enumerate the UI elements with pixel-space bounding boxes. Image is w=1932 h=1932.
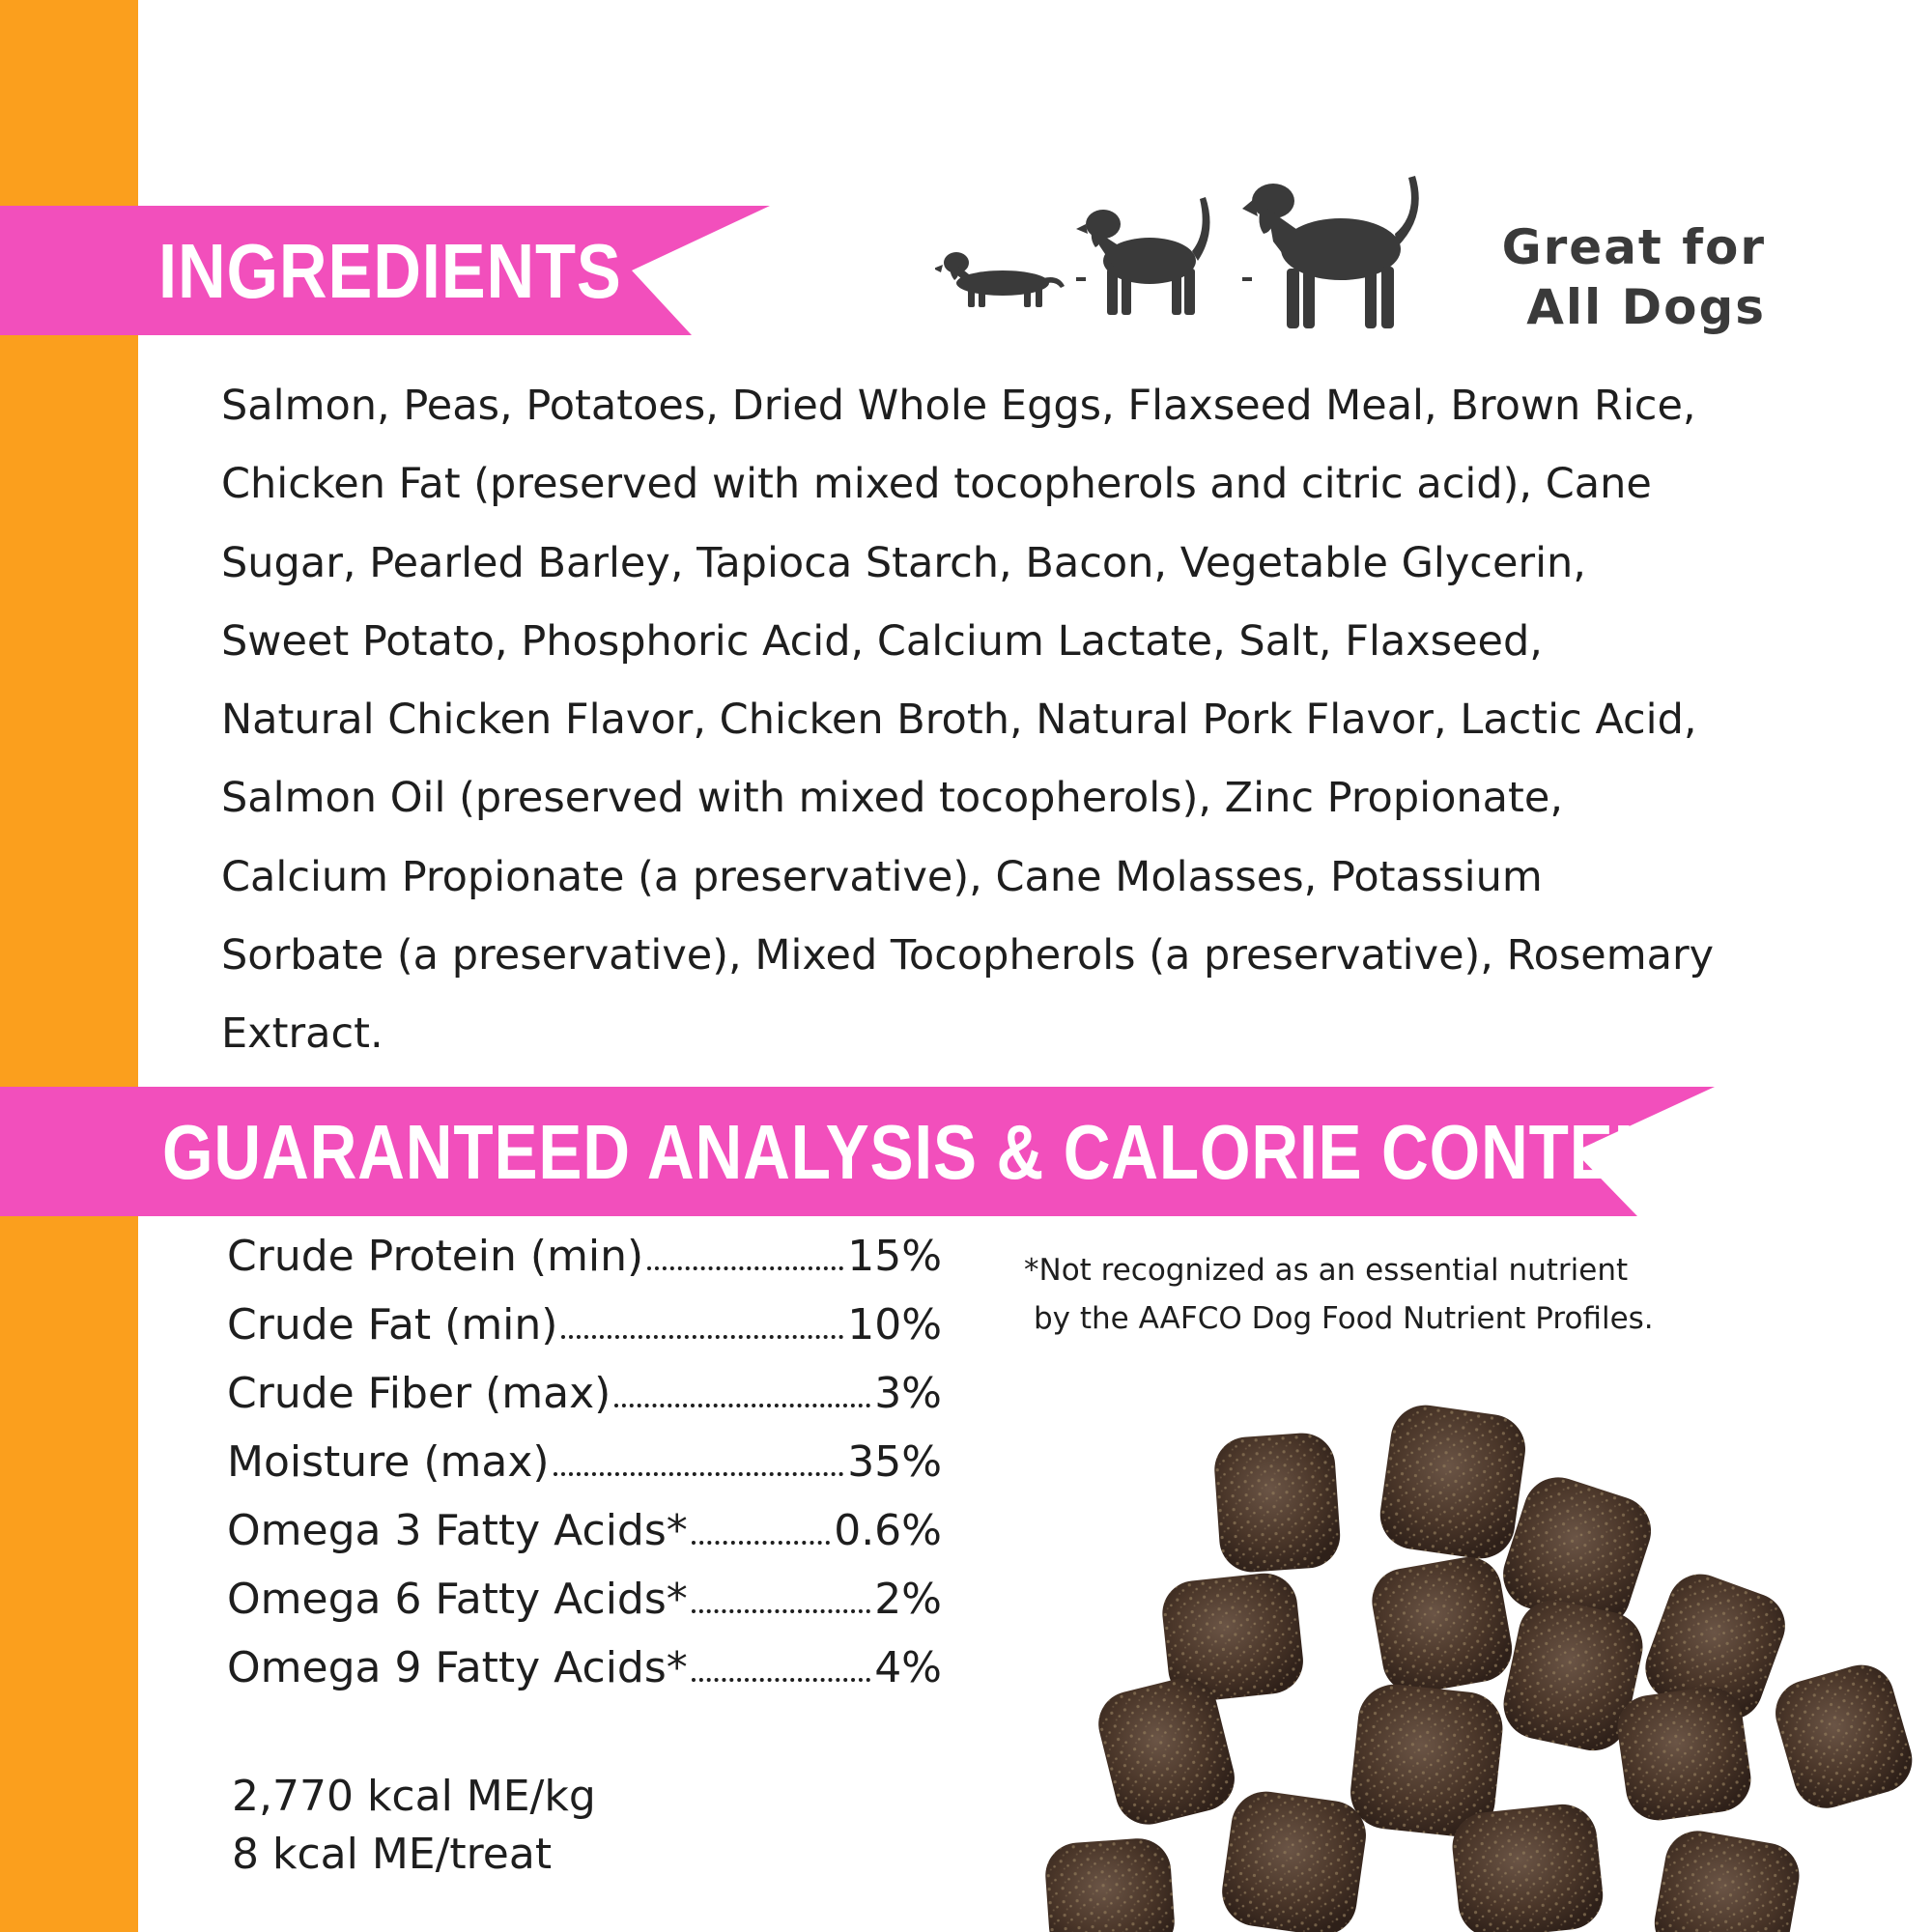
- large-dog-icon: [1242, 176, 1419, 328]
- dot-leader: [692, 1541, 830, 1545]
- treats-photo: [1014, 1381, 1932, 1932]
- analysis-row: [227, 1506, 942, 1575]
- footnote-line-2: by the AAFCO Dog Food Nutrient Profiles.: [1034, 1301, 1654, 1336]
- dash-separator: [1076, 277, 1086, 281]
- analysis-row: [227, 1575, 942, 1643]
- aafco-footnote: [1024, 1246, 1654, 1343]
- dot-leader: [614, 1404, 870, 1407]
- small-dog-icon: [935, 252, 1065, 307]
- ingredients-banner: [0, 206, 773, 335]
- analysis-value: 35%: [847, 1437, 942, 1487]
- badge-line-2: All Dogs: [1526, 279, 1766, 335]
- ingredients-line: Calcium Propionate (a preservative), Cane Molasses, Potassium: [221, 852, 1543, 901]
- ingredients-title: INGREDIENTS: [158, 228, 622, 314]
- analysis-value: 3%: [874, 1369, 942, 1418]
- guaranteed-analysis-table: [227, 1232, 942, 1712]
- analysis-label: Crude Fiber (max): [227, 1369, 611, 1418]
- calories-per-treat: 8 kcal ME/treat: [232, 1830, 553, 1879]
- dot-leader: [647, 1266, 843, 1270]
- analysis-row: [227, 1437, 942, 1506]
- analysis-row: [227, 1232, 942, 1300]
- badge-line-1: Great for: [1501, 219, 1766, 275]
- dot-leader: [692, 1678, 870, 1682]
- analysis-value: 15%: [847, 1232, 942, 1281]
- treat-pile: [1043, 1401, 1919, 1932]
- ingredients-line: Salmon Oil (preserved with mixed tocopherols), Zinc Propionate,: [221, 774, 1563, 823]
- dot-leader: [554, 1472, 844, 1476]
- ingredients-line: Chicken Fat (preserved with mixed tocopherols and citric acid), Cane: [221, 460, 1652, 509]
- dot-leader: [692, 1609, 870, 1613]
- calories-per-kg: 2,770 kcal ME/kg: [232, 1772, 596, 1821]
- ingredients-line: Sugar, Pearled Barley, Tapioca Starch, Bacon, Vegetable Glycerin,: [221, 538, 1586, 587]
- analysis-label: Omega 3 Fatty Acids*: [227, 1506, 688, 1555]
- analysis-label: Moisture (max): [227, 1437, 550, 1487]
- great-for-all-dogs-badge: [1502, 217, 1766, 337]
- analysis-row: [227, 1369, 942, 1437]
- dash-separator: [1242, 277, 1252, 281]
- analysis-banner: [0, 1087, 1719, 1216]
- analysis-label: Omega 9 Fatty Acids*: [227, 1643, 688, 1692]
- dog-sizes-illustration: [935, 174, 1428, 338]
- ingredients-line: Sweet Potato, Phosphoric Acid, Calcium Lactate, Salt, Flaxseed,: [221, 616, 1543, 666]
- ingredients-line: Salmon, Peas, Potatoes, Dried Whole Eggs, Flaxseed Meal, Brown Rice,: [221, 382, 1696, 430]
- analysis-row: [227, 1643, 942, 1712]
- ingredients-line: Natural Chicken Flavor, Chicken Broth, Natural Pork Flavor, Lactic Acid,: [221, 696, 1697, 745]
- ingredients-list: [221, 367, 1834, 1074]
- calorie-content: [232, 1768, 596, 1884]
- analysis-label: Crude Protein (min): [227, 1232, 644, 1281]
- analysis-title: GUARANTEED ANALYSIS & CALORIE CONTENT: [162, 1109, 1703, 1195]
- footnote-line-1: *Not recognized as an essential nutrient: [1024, 1253, 1629, 1288]
- ingredients-line: Extract.: [221, 1009, 384, 1059]
- analysis-row: [227, 1300, 942, 1369]
- medium-dog-icon: [1076, 197, 1210, 315]
- analysis-label: Omega 6 Fatty Acids*: [227, 1575, 688, 1624]
- analysis-value: 0.6%: [834, 1506, 942, 1555]
- ingredients-line: Sorbate (a preservative), Mixed Tocopherols (a preservative), Rosemary: [221, 931, 1715, 980]
- dot-leader: [561, 1335, 843, 1339]
- analysis-value: 4%: [874, 1643, 942, 1692]
- analysis-value: 2%: [874, 1575, 942, 1624]
- analysis-value: 10%: [847, 1300, 942, 1350]
- analysis-label: Crude Fat (min): [227, 1300, 558, 1350]
